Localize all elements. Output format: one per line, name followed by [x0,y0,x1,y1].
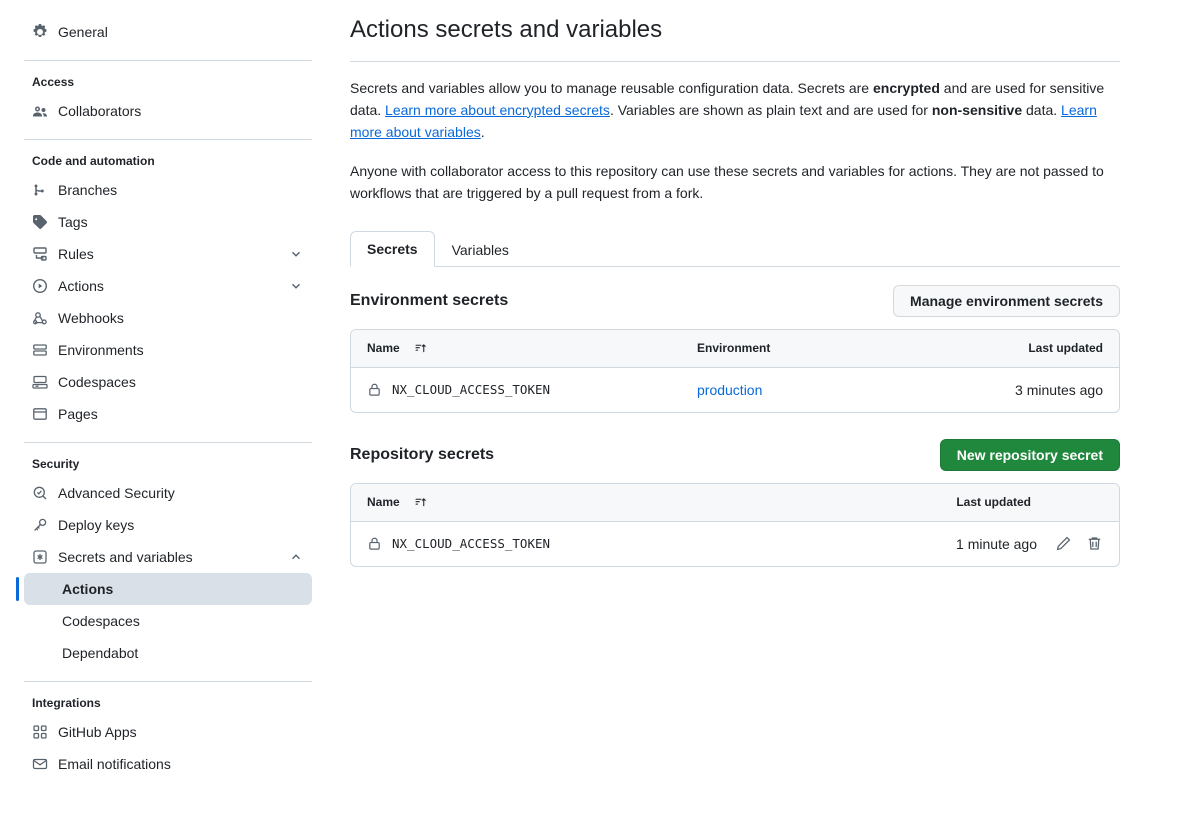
sidebar-item-github-apps[interactable] [24,716,312,748]
tab-secrets[interactable]: Secrets [350,231,435,267]
codespaces-icon [32,374,48,390]
sidebar-item-label: Pages [58,406,98,422]
secret-name-cell [367,536,877,551]
sidebar-item-codespaces[interactable] [24,366,312,398]
sidebar-item-label: Actions [58,278,104,294]
sidebar-item-label: GitHub Apps [58,724,137,740]
pages-icon [32,406,48,422]
sidebar-item-actions[interactable] [24,270,312,302]
column-header-environment: Environment [697,341,771,356]
mail-icon [32,756,48,772]
sidebar-item-pages[interactable] [24,398,312,430]
settings-sidebar [0,0,336,837]
sidebar-item-label: Secrets and variables [58,549,193,565]
sidebar-item-label: General [58,24,108,40]
intro-text-1: Secrets and variables allow you to manage reusable configuration data. Secrets are [350,80,873,97]
sidebar-divider [24,681,312,682]
last-updated-cell: 1 minute ago [956,535,1037,552]
sidebar-item-label: Deploy keys [58,517,135,533]
manage-environment-secrets-button[interactable]: Manage environment secrets [893,285,1120,317]
gear-icon [32,24,48,40]
sidebar-item-collaborators[interactable] [24,95,312,127]
sidebar-item-label: Rules [58,246,94,262]
row-actions [1055,535,1103,552]
environment-cell [697,382,1003,398]
table-header-row [351,330,1119,368]
people-icon [32,103,48,119]
sidebar-item-tags[interactable] [24,206,312,238]
secret-name: NX_CLOUD_ACCESS_TOKEN [392,536,551,552]
sidebar-section-integrations: Integrations [32,696,101,710]
sidebar-divider [24,139,312,140]
sidebar-item-environments[interactable] [24,334,312,366]
intro-paragraph-1 [350,78,1120,143]
sidebar-top-spacer [24,0,312,16]
column-header-last-updated: Last updated [1028,341,1103,356]
sidebar-item-secrets-dependabot[interactable] [24,637,312,669]
sort-ascending-icon[interactable] [414,342,427,355]
chevron-up-icon[interactable] [288,549,304,565]
column-header-name[interactable] [367,495,943,509]
sidebar-item-label: Collaborators [58,103,142,119]
last-updated-cell: 3 minutes ago [1015,381,1103,398]
sidebar-item-general[interactable] [24,16,312,48]
new-repository-secret-button[interactable]: New repository secret [940,439,1120,471]
repository-secrets-table [350,483,1120,567]
column-header-last-updated: Last updated [956,495,1031,510]
apps-icon [32,724,48,740]
sidebar-section-security: Security [32,457,80,471]
sidebar-item-deploy-keys[interactable] [24,509,312,541]
sidebar-item-secrets-and-variables[interactable] [24,541,312,573]
column-header-name[interactable] [367,341,697,355]
sidebar-item-secrets-codespaces[interactable] [24,605,312,637]
sidebar-item-label: Codespaces [58,374,136,390]
sidebar-item-secrets-actions[interactable] [24,573,312,605]
lock-icon [367,536,382,551]
table-header-row [351,484,1119,522]
secret-name: NX_CLOUD_ACCESS_TOKEN [392,382,551,398]
intro-text-3: . Variables are shown as plain text and are used for [609,101,932,118]
intro-text-2: and are used for sensitive data. [350,80,1105,118]
delete-secret-icon[interactable] [1086,535,1103,552]
repository-secrets-title: Repository secrets [350,445,495,463]
sidebar-item-rules[interactable] [24,238,312,270]
asterisk-icon [32,549,48,565]
sidebar-item-label: Advanced Security [58,485,175,501]
sidebar-item-branches[interactable] [24,174,312,206]
intro-bold-non-sensitive: non-sensitive [931,101,1023,118]
sidebar-section-code-and-automation: Code and automation [32,154,155,168]
environment-secrets-header [350,285,1120,317]
environment-link[interactable]: production [697,381,763,398]
secret-name-cell [367,382,697,397]
sidebar-item-label: Branches [58,182,118,198]
column-header-name-label: Name [367,495,400,510]
encrypted-secrets-link[interactable]: Learn more about encrypted secrets [385,101,610,118]
play-icon [32,278,48,294]
sidebar-item-advanced-security[interactable] [24,477,312,509]
sidebar-item-label: Webhooks [58,310,124,326]
intro-bold-encrypted: encrypted [872,80,940,97]
sidebar-item-label: Tags [58,214,88,230]
chevron-down-icon[interactable] [288,246,304,262]
chevron-down-icon[interactable] [288,278,304,294]
sidebar-item-email-notifications[interactable] [24,748,312,780]
tag-icon [32,214,48,230]
table-row [351,368,1119,412]
table-row [351,522,1119,566]
sidebar-item-label: Environments [58,342,144,358]
sidebar-item-label: Codespaces [62,613,140,629]
sidebar-item-label: Dependabot [62,645,139,661]
lock-icon [367,382,382,397]
intro-text-5: . [480,123,485,140]
intro-paragraph-2: Anyone with collaborator access to this repository can use these secrets and variables for actions. They are not passed to workflows that are triggered by a pull request from a fork. [350,163,1104,201]
sidebar-section-access: Access [32,75,75,89]
edit-secret-icon[interactable] [1055,535,1072,552]
tab-list [350,231,1120,267]
sidebar-divider [24,442,312,443]
variables-link[interactable]: Learn more about variables [350,101,1097,140]
sidebar-item-label: Email notifications [58,756,171,772]
sidebar-item-label: Actions [62,581,114,597]
page-title: Actions secrets and variables [350,14,1120,62]
sidebar-item-webhooks[interactable] [24,302,312,334]
column-header-name-label: Name [367,341,400,356]
repository-secrets-header [350,439,1120,471]
shield-check-icon [32,485,48,501]
key-icon [32,517,48,533]
tab-variables[interactable]: Variables [451,241,509,258]
environment-secrets-table [350,329,1120,413]
main-content [336,0,1177,837]
rules-icon [32,246,48,262]
branch-icon [32,182,48,198]
sidebar-divider [24,60,312,61]
intro-text-4: data. [1022,101,1062,118]
environment-secrets-title: Environment secrets [350,291,509,309]
server-icon [32,342,48,358]
webhook-icon [32,310,48,326]
sort-ascending-icon[interactable] [414,496,427,509]
